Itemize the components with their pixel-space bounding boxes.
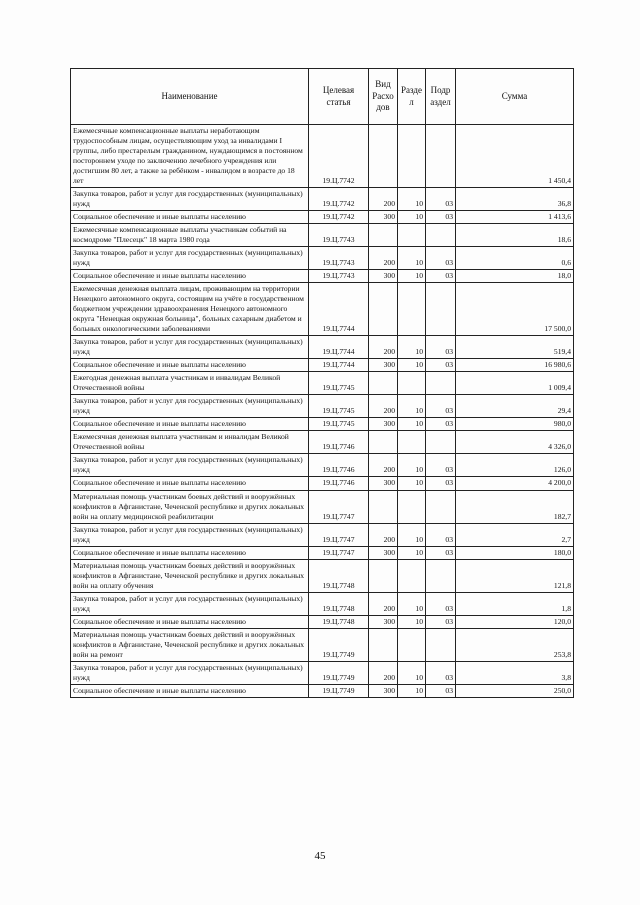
header-target-article: Целевая статья (309, 69, 369, 125)
row-sum: 180,0 (456, 546, 574, 559)
table-row (71, 559, 574, 592)
row-subsection: 03 (426, 661, 456, 684)
row-section (398, 628, 426, 661)
row-expense-type (369, 125, 398, 188)
row-name: Социальное обеспечение и иные выплаты населению (71, 684, 309, 697)
row-subsection: 03 (426, 592, 456, 615)
row-name: Социальное обеспечение и иные выплаты населению (71, 359, 309, 372)
table-row (71, 592, 574, 615)
row-section: 10 (398, 395, 426, 418)
row-name: Ежемесячная денежная выплата участникам и инвалидам Великой Отечественной войны (71, 431, 309, 454)
table-row (71, 188, 574, 211)
row-expense-type: 200 (369, 454, 398, 477)
table-row (71, 372, 574, 395)
row-sum: 18,6 (456, 224, 574, 247)
row-expense-type (369, 224, 398, 247)
row-name: Социальное обеспечение и иные выплаты населению (71, 418, 309, 431)
row-section: 10 (398, 270, 426, 283)
row-target-article: 19.Ц.7749 (309, 684, 369, 697)
row-subsection: 03 (426, 546, 456, 559)
row-sum: 519,4 (456, 336, 574, 359)
row-target-article: 19.Ц.7743 (309, 247, 369, 270)
row-sum: 29,4 (456, 395, 574, 418)
table-row (71, 224, 574, 247)
table-row (71, 125, 574, 188)
row-subsection: 03 (426, 615, 456, 628)
header-expense-type: Вид Расхо дов (369, 69, 398, 125)
table-body (71, 125, 574, 698)
row-subsection (426, 372, 456, 395)
table-row (71, 615, 574, 628)
row-section (398, 559, 426, 592)
header-sum: Сумма (456, 69, 574, 125)
row-section: 10 (398, 592, 426, 615)
row-subsection (426, 490, 456, 523)
row-section: 10 (398, 336, 426, 359)
row-name: Закупка товаров, работ и услуг для государственных (муниципальных) нужд (71, 247, 309, 270)
row-target-article: 19.Ц.7742 (309, 125, 369, 188)
row-section (398, 224, 426, 247)
budget-table (70, 68, 574, 698)
row-sum: 253,8 (456, 628, 574, 661)
row-expense-type: 300 (369, 418, 398, 431)
row-expense-type: 300 (369, 615, 398, 628)
row-expense-type: 300 (369, 477, 398, 490)
row-subsection: 03 (426, 684, 456, 697)
row-subsection: 03 (426, 270, 456, 283)
row-name: Закупка товаров, работ и услуг для государственных (муниципальных) нужд (71, 188, 309, 211)
row-subsection: 03 (426, 477, 456, 490)
row-expense-type: 300 (369, 684, 398, 697)
row-target-article: 19.Ц.7747 (309, 546, 369, 559)
row-expense-type: 200 (369, 188, 398, 211)
row-section: 10 (398, 615, 426, 628)
row-subsection: 03 (426, 395, 456, 418)
row-name: Закупка товаров, работ и услуг для государственных (муниципальных) нужд (71, 523, 309, 546)
row-subsection (426, 431, 456, 454)
row-name: Социальное обеспечение и иные выплаты населению (71, 546, 309, 559)
row-target-article: 19.Ц.7743 (309, 270, 369, 283)
row-expense-type (369, 559, 398, 592)
table-row (71, 283, 574, 336)
row-target-article: 19.Ц.7742 (309, 188, 369, 211)
row-expense-type: 300 (369, 211, 398, 224)
row-name: Закупка товаров, работ и услуг для государственных (муниципальных) нужд (71, 592, 309, 615)
row-sum: 182,7 (456, 490, 574, 523)
row-sum: 126,0 (456, 454, 574, 477)
row-target-article: 19.Ц.7746 (309, 477, 369, 490)
row-expense-type: 200 (369, 395, 398, 418)
row-subsection (426, 224, 456, 247)
row-name: Материальная помощь участникам боевых действий и вооружённых конфликтов в Афганистане, Чеченской республике и других локальных войн на оплату медицинской реабилитации (71, 490, 309, 523)
row-sum: 1,8 (456, 592, 574, 615)
row-target-article: 19.Ц.7745 (309, 395, 369, 418)
row-sum: 36,8 (456, 188, 574, 211)
row-target-article: 19.Ц.7748 (309, 592, 369, 615)
row-section: 10 (398, 359, 426, 372)
row-subsection (426, 559, 456, 592)
row-expense-type (369, 283, 398, 336)
row-subsection: 03 (426, 247, 456, 270)
row-section (398, 490, 426, 523)
table-row (71, 628, 574, 661)
row-sum: 3,8 (456, 661, 574, 684)
row-subsection: 03 (426, 359, 456, 372)
table-row (71, 418, 574, 431)
row-expense-type (369, 372, 398, 395)
row-expense-type: 200 (369, 523, 398, 546)
row-name: Ежемесячные компенсационные выплаты участникам событий на космодроме "Плесецк" 18 марта 1980 года (71, 224, 309, 247)
row-section (398, 283, 426, 336)
row-name: Социальное обеспечение и иные выплаты населению (71, 270, 309, 283)
table-row (71, 336, 574, 359)
row-name: Социальное обеспечение и иные выплаты населению (71, 477, 309, 490)
row-sum: 4 326,0 (456, 431, 574, 454)
row-expense-type (369, 431, 398, 454)
row-sum: 17 500,0 (456, 283, 574, 336)
row-expense-type: 200 (369, 336, 398, 359)
table-row (71, 490, 574, 523)
row-target-article: 19.Ц.7742 (309, 211, 369, 224)
row-sum: 18,0 (456, 270, 574, 283)
row-name: Ежемесячная денежная выплата лицам, проживающим на территории Ненецкого автономного округа, состоящим на учёте в государственном бюджетном учреждении здравоохранения Ненецкого автономного округа "Ненецкая окружная больница", больных сахарным диабетом и больных онкологическими заболеваниями (71, 283, 309, 336)
row-target-article: 19.Ц.7747 (309, 490, 369, 523)
row-section: 10 (398, 477, 426, 490)
row-section: 10 (398, 546, 426, 559)
table-row (71, 684, 574, 697)
row-target-article: 19.Ц.7745 (309, 418, 369, 431)
row-section (398, 125, 426, 188)
table-row (71, 247, 574, 270)
row-sum: 2,7 (456, 523, 574, 546)
row-section: 10 (398, 684, 426, 697)
row-expense-type: 200 (369, 247, 398, 270)
table-row (71, 454, 574, 477)
row-expense-type: 300 (369, 546, 398, 559)
row-expense-type: 200 (369, 592, 398, 615)
row-expense-type (369, 490, 398, 523)
row-target-article: 19.Ц.7744 (309, 283, 369, 336)
row-name: Закупка товаров, работ и услуг для государственных (муниципальных) нужд (71, 395, 309, 418)
row-target-article: 19.Ц.7744 (309, 336, 369, 359)
table-row (71, 270, 574, 283)
table-row (71, 546, 574, 559)
row-target-article: 19.Ц.7743 (309, 224, 369, 247)
row-expense-type (369, 628, 398, 661)
row-subsection: 03 (426, 454, 456, 477)
row-name: Социальное обеспечение и иные выплаты населению (71, 615, 309, 628)
row-name: Закупка товаров, работ и услуг для государственных (муниципальных) нужд (71, 661, 309, 684)
row-subsection (426, 628, 456, 661)
row-target-article: 19.Ц.7749 (309, 628, 369, 661)
header-subsection: Подр аздел (426, 69, 456, 125)
row-expense-type: 200 (369, 661, 398, 684)
table-row (71, 359, 574, 372)
row-sum: 121,8 (456, 559, 574, 592)
table-row (71, 211, 574, 224)
header-name: Наименование (71, 69, 309, 125)
row-name: Материальная помощь участникам боевых действий и вооружённых конфликтов в Афганистане, Чеченской республике и других локальных войн на ремонт (71, 628, 309, 661)
table-header-row (71, 69, 574, 125)
table-row (71, 661, 574, 684)
row-section: 10 (398, 661, 426, 684)
row-section (398, 372, 426, 395)
row-target-article: 19.Ц.7748 (309, 615, 369, 628)
row-subsection: 03 (426, 418, 456, 431)
row-target-article: 19.Ц.7748 (309, 559, 369, 592)
row-sum: 0,6 (456, 247, 574, 270)
row-section: 10 (398, 211, 426, 224)
page-number: 45 (314, 850, 326, 862)
row-section: 10 (398, 247, 426, 270)
row-target-article: 19.Ц.7746 (309, 431, 369, 454)
row-section: 10 (398, 418, 426, 431)
table-row (71, 477, 574, 490)
row-section: 10 (398, 454, 426, 477)
table-row (71, 431, 574, 454)
row-subsection: 03 (426, 523, 456, 546)
row-name: Материальная помощь участникам боевых действий и вооружённых конфликтов в Афганистане, Чеченской республике и других локальных войн на оплату обучения (71, 559, 309, 592)
row-name: Закупка товаров, работ и услуг для государственных (муниципальных) нужд (71, 336, 309, 359)
row-subsection (426, 125, 456, 188)
row-expense-type: 300 (369, 359, 398, 372)
row-sum: 120,0 (456, 615, 574, 628)
row-target-article: 19.Ц.7746 (309, 454, 369, 477)
row-sum: 980,0 (456, 418, 574, 431)
row-section (398, 431, 426, 454)
row-sum: 16 980,6 (456, 359, 574, 372)
row-target-article: 19.Ц.7745 (309, 372, 369, 395)
row-section: 10 (398, 523, 426, 546)
row-sum: 1 413,6 (456, 211, 574, 224)
row-subsection: 03 (426, 188, 456, 211)
row-sum: 1 450,4 (456, 125, 574, 188)
row-expense-type: 300 (369, 270, 398, 283)
row-name: Социальное обеспечение и иные выплаты населению (71, 211, 309, 224)
row-name: Ежегодная денежная выплата участникам и инвалидам Великой Отечественной войны (71, 372, 309, 395)
row-target-article: 19.Ц.7747 (309, 523, 369, 546)
row-subsection (426, 283, 456, 336)
row-section: 10 (398, 188, 426, 211)
row-sum: 4 200,0 (456, 477, 574, 490)
row-target-article: 19.Ц.7749 (309, 661, 369, 684)
row-subsection: 03 (426, 336, 456, 359)
row-target-article: 19.Ц.7744 (309, 359, 369, 372)
table-row (71, 395, 574, 418)
row-name: Ежемесячные компенсационные выплаты неработающим трудоспособным лицам, осуществляющим уход за инвалидами I группы, либо престарелым гражданином, нуждающимся в постоянном постороннем уходе по заключению лечебного учреждения или достигшим 80 лет, а также за ребёнком - инвалидом в возрасте до 18 лет (71, 125, 309, 188)
row-subsection: 03 (426, 211, 456, 224)
table-row (71, 523, 574, 546)
row-sum: 1 009,4 (456, 372, 574, 395)
header-section: Разде л (398, 69, 426, 125)
row-sum: 250,0 (456, 684, 574, 697)
row-name: Закупка товаров, работ и услуг для государственных (муниципальных) нужд (71, 454, 309, 477)
